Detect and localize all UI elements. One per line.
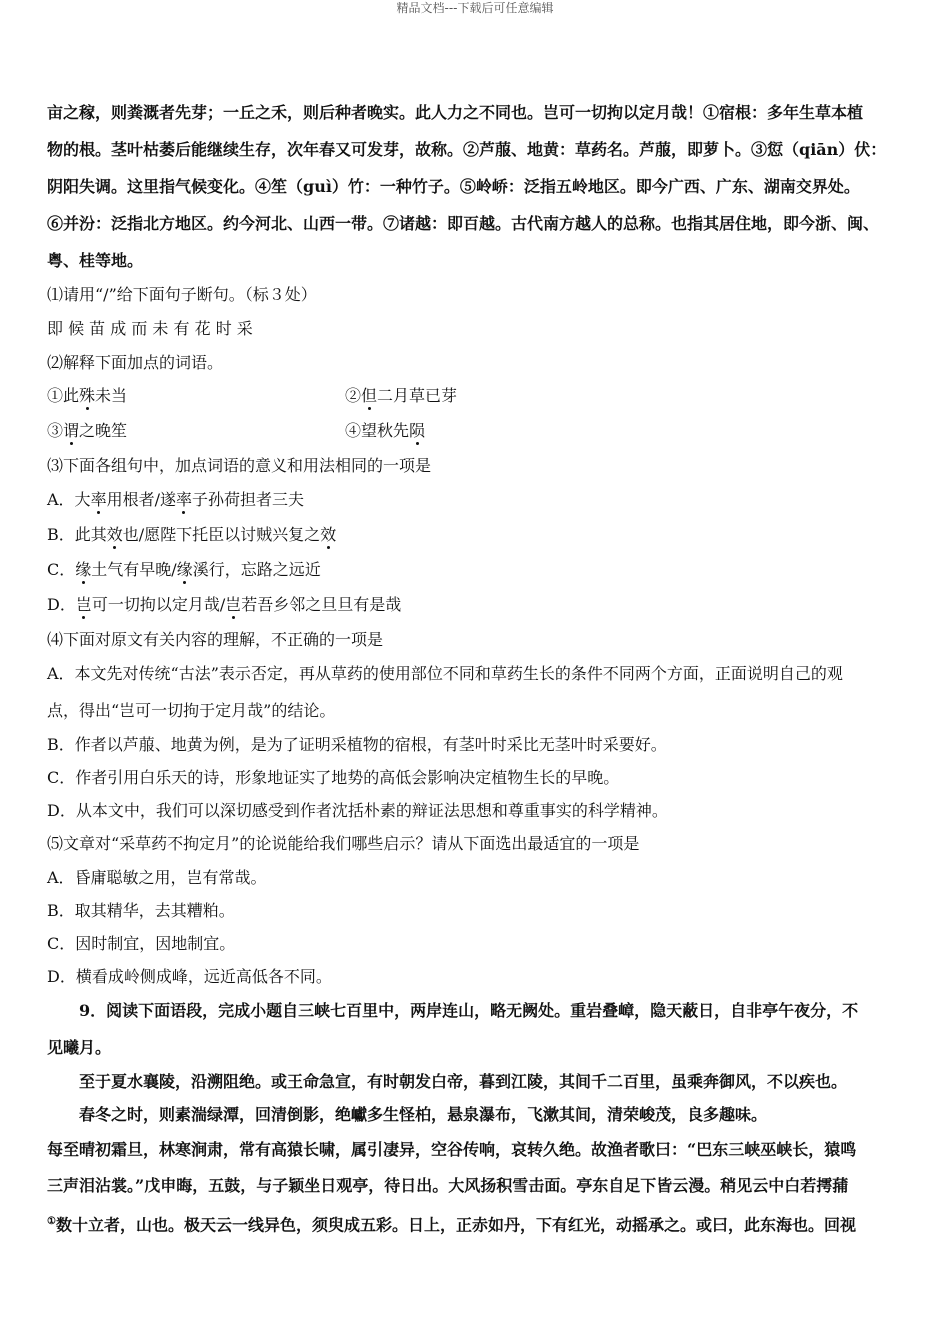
q3-option-d: D．岂可一切拘以定月哉/岂若吾乡邻之旦旦有是哉 — [47, 595, 402, 614]
q4-option-b: B．作者以芦菔、地黄为例，是为了证明采植物的宿根，有茎叶时采比无茎叶时采要好。 — [47, 735, 667, 754]
q5-option-c: C．因时制宜，因地制宜。 — [47, 934, 236, 953]
question-1: ⑴请用“/”给下面句子断句。（标３处） — [47, 285, 317, 304]
question-9: 9．阅读下面语段，完成小题自三峡七百里中，两岸连山，略无阙处。重岩叠嶂，隐天蔽日，自非亭午夜分，不 — [79, 1001, 859, 1020]
sentence-to-punctuate: 即 候 苗 成 而 未 有 花 时 采 — [47, 319, 253, 338]
note-line: 阴阳失调。这里指气候变化。④笙（guì）竹：一种竹子。⑤岭峤：泛指五岭地区。即今广西、广东、湖南交界处。 — [47, 177, 860, 196]
question-5: ⑸文章对“采草药不拘定月”的论说能给我们哪些启示？请从下面选出最适宜的一项是 — [47, 834, 640, 853]
q2-item-2: ②但二月草已芽 — [345, 386, 458, 405]
passage-line: 春冬之时，则素湍绿潭，回清倒影，绝巘多生怪柏，悬泉瀑布，飞漱其间，清荣峻茂，良多趣味。 — [79, 1105, 768, 1124]
q4-option-a-cont: 点，得出“岂可一切拘于定月哉”的结论。 — [47, 701, 336, 720]
q5-option-a: A．昏庸聪敏之用，岂有常哉。 — [47, 868, 267, 887]
q4-option-d: D．从本文中，我们可以深切感受到作者沈括朴素的辩证法思想和尊重事实的科学精神。 — [47, 801, 668, 820]
page-header: 精品文档---下载后可任意编辑 — [396, 1, 554, 15]
q2-row-2 — [47, 421, 426, 441]
passage-line: ①数十立者，山也。极天云一线异色，须臾成五彩。日上，正赤如丹，下有红光，动摇承之。或曰，此东海也。回视 — [47, 1215, 856, 1235]
question-3: ⑶下面各组句中，加点词语的意义和用法相同的一项是 — [47, 456, 432, 475]
question-2: ⑵解释下面加点的词语。 — [47, 353, 224, 372]
question-4: ⑷下面对原文有关内容的理解，不正确的一项是 — [47, 630, 384, 649]
note-line: 物的根。茎叶枯萎后能继续生存，次年春又可发芽，故称。②芦菔、地黄：草药名。芦菔，即萝卜。③愆（qiān）伏： — [47, 140, 887, 159]
q2-item-3: ③谓之晚笙 — [47, 421, 128, 440]
passage-line: 至于夏水襄陵，沿溯阻绝。或王命急宣，有时朝发白帝，暮到江陵，其间千二百里，虽乘奔御风，不以疾也。 — [79, 1072, 848, 1091]
q3-option-a: A．大率用根者/遂率子孙荷担者三夫 — [47, 490, 305, 509]
passage-line: 每至晴初霜旦，林寒涧肃，常有高猿长啸，属引凄异，空谷传响，哀转久绝。故渔者歌曰：“巴东三峡巫峡长，猿鸣 — [47, 1140, 857, 1159]
q5-option-b: B．取其精华，去其糟粕。 — [47, 901, 235, 920]
q4-option-a: A．本文先对传统“古法”表示否定，再从草药的使用部位不同和草药生长的条件不同两个方面，正面说明自己的观 — [47, 664, 843, 683]
q2-item-4: ④望秋先陨 — [345, 421, 426, 440]
note-line: ⑥并汾：泛指北方地区。约今河北、山西一带。⑦诸越：即百越。古代南方越人的总称。也指其居住地，即今浙、闽、 — [47, 214, 880, 233]
q4-option-c: C．作者引用白乐天的诗，形象地证实了地势的高低会影响决定植物生长的早晚。 — [47, 768, 620, 787]
q5-option-d: D．横看成岭侧成峰，远近高低各不同。 — [47, 967, 332, 986]
passage-line: 亩之稼，则粪溉者先芽；一丘之禾，则后种者晚实。此人力之不同也。岂可一切拘以定月哉！①宿根：多年生草本植 — [47, 103, 864, 122]
passage-line: 三声泪沾裳。”戊申晦，五鼓，与子颖坐日观亭，待日出。大风扬积雪击面。亭东自足下皆云漫。稍见云中白若摴蒱 — [47, 1176, 849, 1195]
q2-row-1 — [47, 386, 458, 406]
q2-item-1: ①此殊未当 — [47, 386, 128, 405]
q3-option-b: B．此其效也/愿陛下托臣以讨贼兴复之效 — [47, 525, 337, 544]
footnote-mark: ① — [47, 1216, 56, 1227]
passage-line: 见曦月。 — [47, 1038, 112, 1057]
note-line: 粤、桂等地。 — [47, 251, 144, 270]
q3-option-c: C．缘土气有早晚/缘溪行，忘路之远近 — [47, 560, 321, 579]
